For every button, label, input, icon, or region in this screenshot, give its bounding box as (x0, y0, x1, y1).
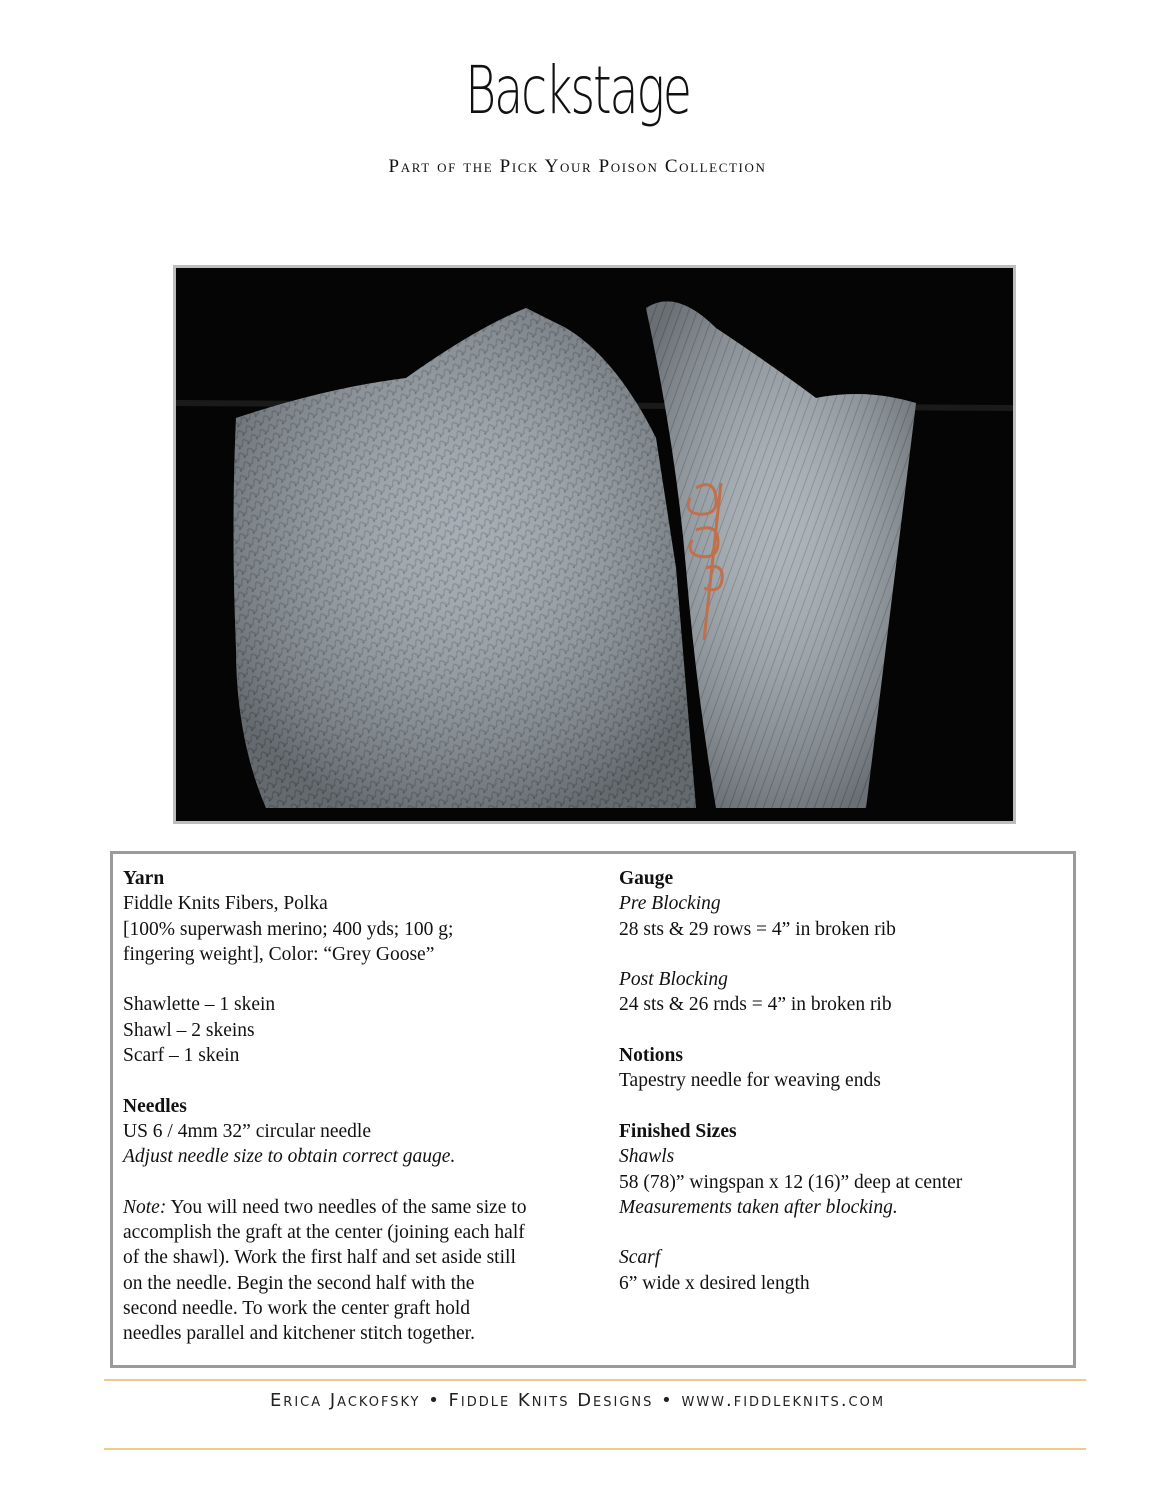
details-left-column (123, 866, 583, 1347)
pre-blocking-value: 28 sts & 29 rows = 4” in broken rib (619, 918, 896, 940)
product-photo (173, 265, 1016, 824)
note-text: You will need two needles of the same size to (166, 1196, 527, 1218)
scarf-value: 6” wide x desired length (619, 1272, 810, 1294)
yarn-amount: Shawlette – 1 skein (123, 994, 276, 1016)
scarf-label: Scarf (619, 1247, 661, 1269)
page-subtitle: Part of the Pick Your Poison Collection (388, 156, 767, 177)
note-line (123, 1195, 583, 1220)
note-line: accomplish the graft at the center (joining each half (123, 1222, 525, 1244)
note-line: on the needle. Begin the second half with the (123, 1272, 475, 1294)
yarn-heading: Yarn (123, 868, 165, 889)
yarn-line: Fiddle Knits Fibers, Polka (123, 893, 328, 915)
footer-rule-top (104, 1379, 1086, 1381)
finished-sizes-heading: Finished Sizes (619, 1120, 737, 1142)
needles-heading: Needles (123, 1095, 187, 1117)
details-right-column (619, 866, 1059, 1296)
footer-rule-bottom (104, 1448, 1086, 1450)
notions-value: Tapestry needle for weaving ends (619, 1070, 881, 1092)
shawls-label: Shawls (619, 1146, 675, 1168)
note-line: of the shawl). Work the first half and set aside still (123, 1247, 516, 1269)
post-blocking-label: Post Blocking (619, 969, 728, 991)
needles-note: Adjust needle size to obtain correct gauge. (123, 1146, 456, 1168)
gauge-heading: Gauge (619, 868, 674, 889)
yarn-line: [100% superwash merino; 400 yds; 100 g; (123, 918, 454, 940)
shawls-value: 58 (78)” wingspan x 12 (16)” deep at center (619, 1171, 963, 1193)
page-title: Backstage (465, 52, 690, 129)
note-line: second needle. To work the center graft hold (123, 1298, 470, 1320)
needles-line: US 6 / 4mm 32” circular needle (123, 1120, 372, 1142)
knitted-shawl-illustration (176, 268, 1013, 821)
post-blocking-value: 24 sts & 26 rnds = 4” in broken rib (619, 994, 892, 1016)
note-label: Note: (123, 1196, 167, 1218)
yarn-amount: Scarf – 1 skein (123, 1045, 240, 1067)
footer-credits: Erica Jackofsky • Fiddle Knits Designs • www.fiddleknits.com (269, 1390, 886, 1411)
note-line: needles parallel and kitchener stitch together. (123, 1323, 475, 1345)
shawls-note: Measurements taken after blocking. (619, 1196, 898, 1218)
pre-blocking-label: Pre Blocking (619, 893, 721, 915)
notions-heading: Notions (619, 1045, 683, 1067)
pattern-details-box (110, 851, 1076, 1368)
yarn-amount: Shawl – 2 skeins (123, 1019, 255, 1041)
yarn-line: fingering weight], Color: “Grey Goose” (123, 943, 435, 965)
